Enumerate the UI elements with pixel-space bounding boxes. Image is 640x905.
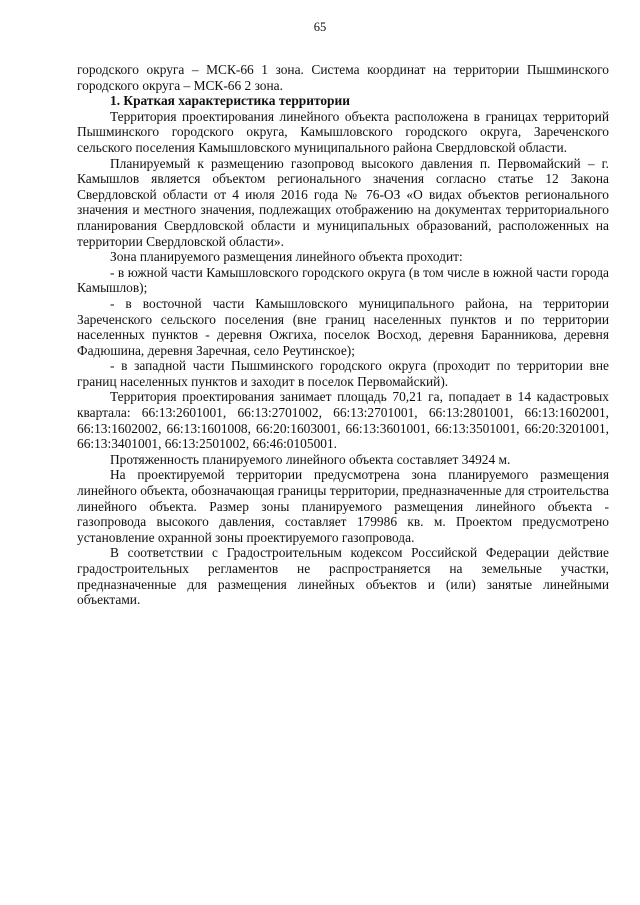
paragraph-zone-intro: Зона планируемого размещения линейного объекта проходит: [110,249,463,265]
paragraph-regional-significance: Планируемый к размещению газопровод высокого давления п. Первомайский – г. Камышлов является объектом регионального значения согласно статье 12 Закона Свердловской области от 4 июля 2016 года № 76-ОЗ «О видах объектов регионального значения и местного значения, подлежащих отображению на документах территориального планирования Свердловской области и муниципальных образований, расположенных на территории Свердловской области». [77,155,609,249]
list-item-west: - в западной части Пышминского городского округа (проходит по территории вне границ населенных пунктов и заходит в поселок Первомайский). [77,358,609,389]
list-item-east: - в восточной части Камышловского муниципального района, на территории Зареченского сельского поселения (вне границ населенных пунктов и по территории населенных пунктов - деревня Ожгиха, поселок Восход, деревня Баранникова, деревня Фадюшина, деревня Заречная, село Реутинское); [77,295,609,358]
section-heading: 1. Краткая характеристика территории [110,93,350,109]
paragraph-length: Протяженность планируемого линейного объекта составляет 34924 м. [110,451,511,467]
paragraph-territory-location: Территория проектирования линейного объекта расположена в границах территорий Пышминского городского округа, Камышловского городского округа, Зареченского сельского поселения Камышловского муниципального района Свердловской области. [77,108,609,155]
paragraph-cadastral-quarters: Территория проектирования занимает площадь 70,21 га, попадает в 14 кадастровых квартала: 66:13:2601001, 66:13:2701002, 66:13:2701001, 66:13:2801001, 66:13:1602001, 66:13:1602002, 66:13:1601008, 66:20:1603001, 66:13:3601001, 66:13:3501001, 66:20:3201001, 66:13:3401001, 66:13:2501002, 66:46:0105001. [77,389,609,452]
paragraph-placement-zone: На проектируемой территории предусмотрена зона планируемого размещения линейного объекта, обозначающая границы территории, предназначенные для строительства линейного объекта. Размер зоны планируемого размещения линейного объекта - газопровода высокого давления, составляет 179986 кв. м. Проектом предусмотрено установление охранной зоны проектируемого газопровода. [77,467,609,545]
document-body [77,62,609,608]
page-number: 65 [313,20,327,34]
paragraph-continuation: городского округа – МСК-66 1 зона. Система координат на территории Пышминского городского округа – МСК-66 2 зона. [77,62,609,93]
list-item-south: - в южной части Камышловского городского округа (в том числе в южной части города Камышлов); [77,264,609,296]
paragraph-urban-code: В соответствии с Градостроительным кодексом Российской Федерации действие градостроительных регламентов не распространяется на земельные участки, предназначенные для размещения линейных объектов и (или) занятые линейными объектами. [77,545,609,608]
